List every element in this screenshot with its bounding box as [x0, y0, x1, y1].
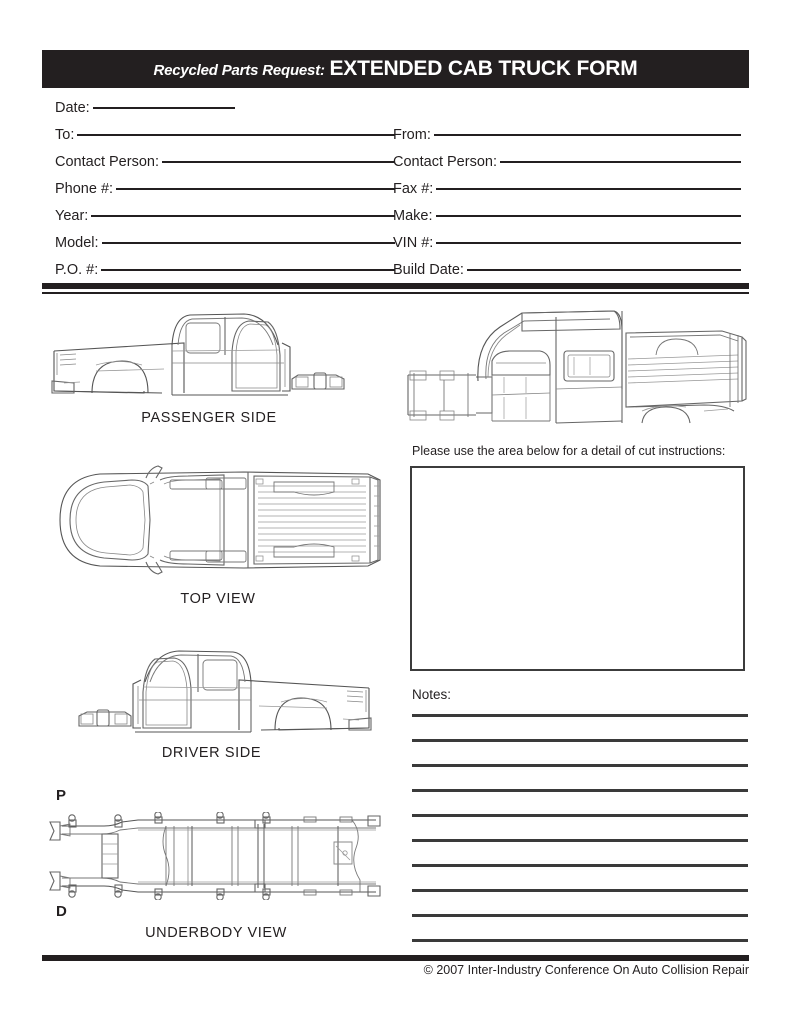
section-divider-thin	[42, 292, 749, 294]
note-line[interactable]	[412, 864, 748, 867]
section-divider-thick	[42, 283, 749, 289]
field-year[interactable]	[55, 208, 395, 230]
footer-copyright: © 2007 Inter-Industry Conference On Auto Collision Repair	[423, 963, 749, 977]
caption-driver-side: DRIVER SIDE	[161, 745, 262, 761]
field-rule-contact-person-right[interactable]	[500, 160, 741, 163]
note-line[interactable]	[412, 839, 748, 842]
field-from[interactable]	[393, 127, 741, 149]
header-prefix: Recycled Parts Request:	[153, 62, 325, 79]
field-label-to: To:	[55, 127, 75, 143]
field-rule-to[interactable]	[77, 133, 395, 136]
caption-top-view: TOP VIEW	[180, 591, 256, 607]
note-line[interactable]	[412, 814, 748, 817]
field-label-contact-person-right: Contact Person:	[393, 154, 497, 170]
field-label-date: Date:	[55, 100, 90, 116]
truck-cutaway-interior-illustration	[404, 303, 749, 425]
page-title: EXTENDED CAB TRUCK FORM	[329, 57, 638, 80]
underbody-marker-driver: D	[56, 903, 67, 920]
field-rule-vin[interactable]	[436, 241, 741, 244]
form-header-bar	[42, 50, 749, 88]
field-label-model: Model:	[55, 235, 99, 251]
field-rule-po-number[interactable]	[101, 268, 395, 271]
field-label-year: Year:	[55, 208, 89, 224]
field-rule-build-date[interactable]	[467, 268, 741, 271]
field-rule-phone[interactable]	[116, 187, 395, 190]
field-contact-person-left[interactable]	[55, 154, 395, 176]
field-label-from: From:	[393, 127, 431, 143]
note-line[interactable]	[412, 764, 748, 767]
field-label-fax: Fax #:	[393, 181, 434, 197]
form-fields	[55, 100, 745, 280]
field-date[interactable]	[55, 100, 235, 122]
note-line[interactable]	[412, 714, 748, 717]
truck-top-view-illustration	[48, 462, 388, 580]
field-label-vin: VIN #:	[393, 235, 434, 251]
truck-driver-side-illustration	[44, 640, 379, 738]
field-label-phone: Phone #:	[55, 181, 114, 197]
field-build-date[interactable]	[393, 262, 741, 284]
footer-divider-bar	[42, 955, 749, 961]
field-rule-fax[interactable]	[436, 187, 741, 190]
caption-underbody-view: UNDERBODY VIEW	[145, 925, 287, 941]
cut-instructions-label: Please use the area below for a detail of cut instructions:	[412, 444, 726, 458]
field-to[interactable]	[55, 127, 395, 149]
truck-underbody-frame-illustration	[46, 812, 386, 900]
caption-passenger-side: PASSENGER SIDE	[141, 410, 277, 426]
notes-label: Notes:	[412, 687, 452, 702]
field-rule-year[interactable]	[91, 214, 395, 217]
field-rule-from[interactable]	[434, 133, 741, 136]
cut-instructions-box[interactable]	[410, 466, 745, 671]
field-model[interactable]	[55, 235, 395, 257]
note-line[interactable]	[412, 789, 748, 792]
field-rule-contact-person-left[interactable]	[162, 160, 395, 163]
field-label-po-number: P.O. #:	[55, 262, 99, 278]
field-label-contact-person-left: Contact Person:	[55, 154, 159, 170]
field-fax[interactable]	[393, 181, 741, 203]
underbody-marker-passenger: P	[56, 787, 67, 804]
note-line[interactable]	[412, 939, 748, 942]
truck-passenger-side-illustration	[44, 303, 374, 403]
field-label-make: Make:	[393, 208, 433, 224]
note-line[interactable]	[412, 914, 748, 917]
field-contact-person-right[interactable]	[393, 154, 741, 176]
field-vin[interactable]	[393, 235, 741, 257]
field-rule-model[interactable]	[102, 241, 395, 244]
note-line[interactable]	[412, 889, 748, 892]
note-line[interactable]	[412, 739, 748, 742]
header-title-group	[153, 57, 637, 81]
field-label-build-date: Build Date:	[393, 262, 464, 278]
notes-lines	[412, 714, 748, 964]
field-rule-date[interactable]	[93, 106, 235, 109]
field-phone[interactable]	[55, 181, 395, 203]
field-make[interactable]	[393, 208, 741, 230]
field-po-number[interactable]	[55, 262, 395, 284]
field-rule-make[interactable]	[436, 214, 742, 217]
